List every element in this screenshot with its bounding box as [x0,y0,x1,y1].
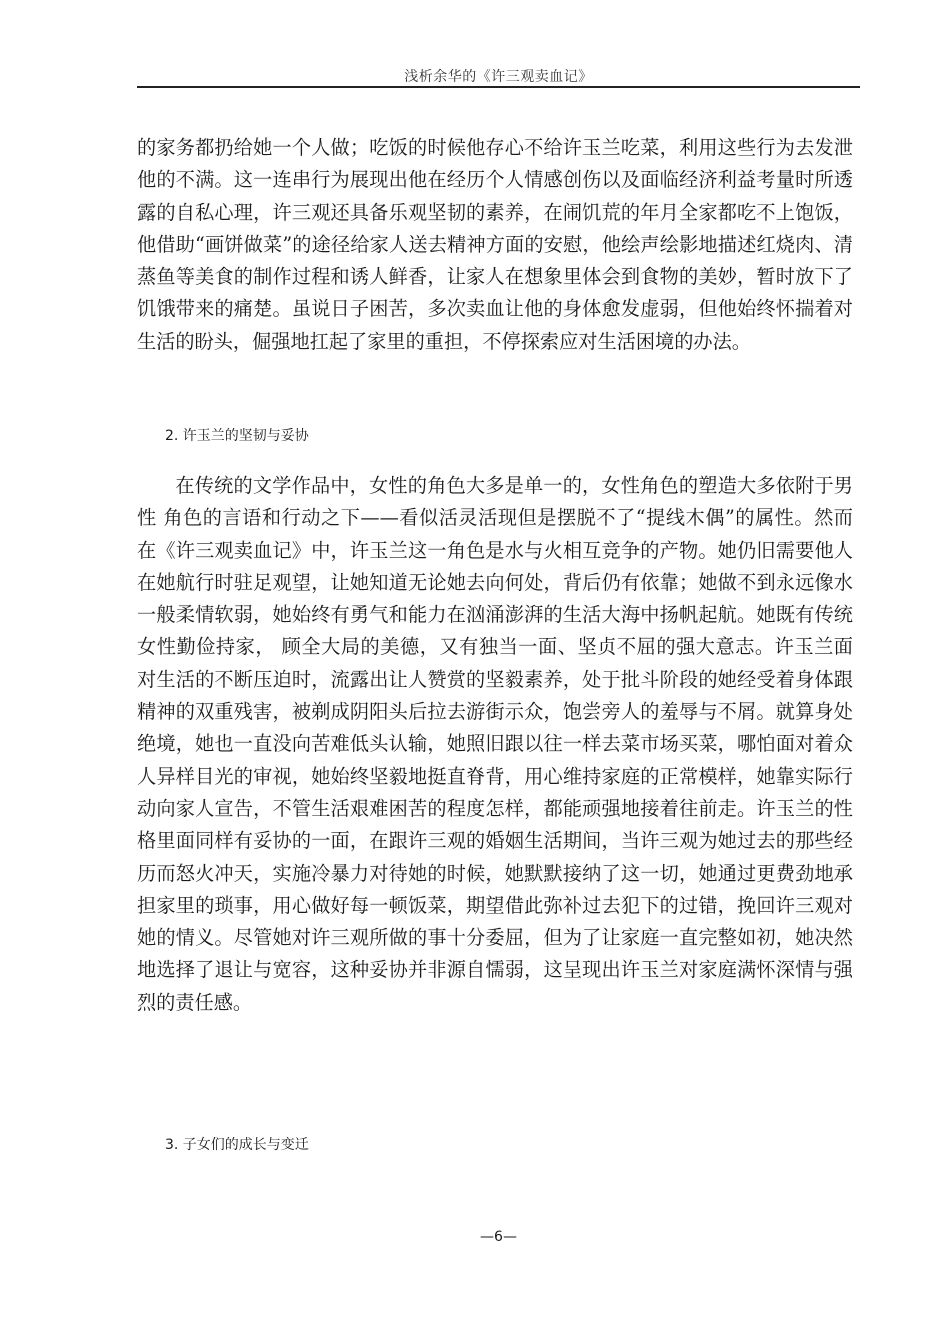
body-paragraph: 的家务都扔给她一个人做；吃饭的时候他存心不给许玉兰吃菜，利用这些行为去发泄他的不满。这一连串行为展现出他在经历个人情感创伤以及面临经济利益考量时所透露的自私心理，许三观还具备乐观坚韧的素养，在闹饥荒的年月全家都吃不上饱饭，他借助“画饼做菜”的途径给家人送去精神方面的安慰，他绘声绘影地描述红烧肉、清蒸鱼等美食的制作过程和诱人鲜香，让家人在想象里体会到食物的美妙，暂时放下了饥饿带来的痛楚。虽说日子困苦，多次卖血让他的身体愈发虚弱，但他始终怀揣着对生活的盼头，倔强地扛起了家里的重担，不停探索应对生活困境的办法。 [137,136,853,353]
page-number: —6— [480,1229,517,1245]
running-header: 浅析余华的《许三观卖血记》 [404,69,593,85]
body-paragraph: 在传统的文学作品中，女性的角色大多是单一的，女性角色的塑造大多依附于男性 角色的言语和行动之下——看似活灵活现但是摆脱不了“提线木偶”的属性。然而在《许三观卖血记》中，许玉兰这一角色是水与火相互竞争的产物。她仍旧需要他人在她航行时驻足观望，让她知道无论她去向何处，背后仍有依靠；她做不到永远像水一般柔情软弱，她始终有勇气和能力在汹涌澎湃的生活大海中扬帆起航。她既有传统女性勤俭持家， 顾全大局的美德，又有独当一面、坚贞不屈的强大意志。许玉兰面对生活的不断压迫时，流露出让人赞赏的坚毅素养，处于批斗阶段的她经受着身体跟精神的双重残害，被剃成阴阳头后拉去游街示众，饱尝旁人的羞辱与不屑。就算身处绝境，她也一直没向苦难低头认输，她照旧跟以往一样去菜市场买菜，哪怕面对着众人异样目光的审视，她始终坚毅地挺直脊背，用心维持家庭的正常模样，她靠实际行动向家人宣告，不管生活艰难困苦的程度怎样，都能顽强地接着往前走。许玉兰的性格里面同样有妥协的一面，在跟许三观的婚姻生活期间，当许三观为她过去的那些经历而怒火冲天，实施冷暴力对待她的时候，她默默接纳了这一切，她通过更费劲地承担家里的琐事，用心做好每一顿饭菜，期望借此弥补过去犯下的过错，挽回许三观对她的情义。尽管她对许三观所做的事十分委屈，但为了让家庭一直完整如初，她决然地选择了退让与宽容，这种妥协并非源自懦弱，这呈现出许玉兰对家庭满怀深情与强烈的责任感。 [137,474,853,1014]
section-heading: 2. 许玉兰的坚韧与妥协 [165,428,309,444]
section-heading: 3. 子女们的成长与变迁 [165,1137,309,1153]
header-rule [137,86,860,88]
